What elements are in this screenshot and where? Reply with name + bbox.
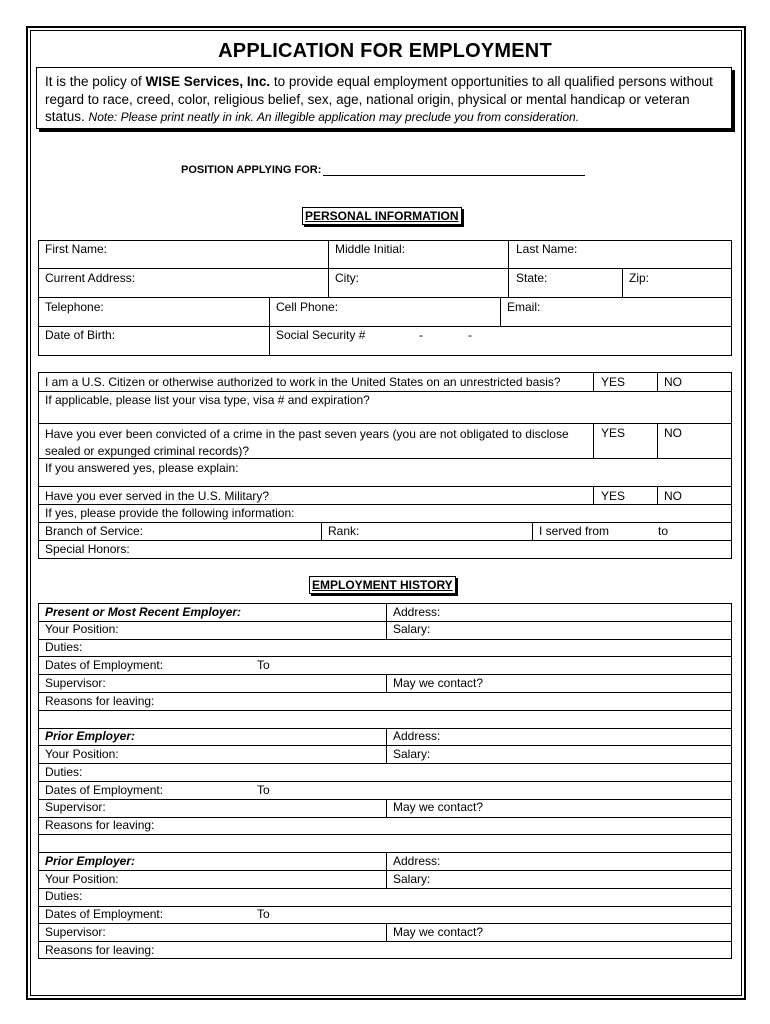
- row-divider: [38, 297, 732, 298]
- zip-field[interactable]: Zip:: [629, 271, 650, 285]
- row-divider: [38, 423, 732, 424]
- row-divider: [38, 674, 732, 675]
- salary-field[interactable]: Salary:: [393, 746, 431, 761]
- reasons-for-leaving-field[interactable]: Reasons for leaving:: [45, 942, 155, 957]
- row-divider: [38, 268, 732, 269]
- col-divider: [508, 240, 509, 297]
- reasons-for-leaving-field[interactable]: Reasons for leaving:: [45, 693, 155, 708]
- military-no-option[interactable]: NO: [664, 489, 682, 503]
- policy-note: Note: Please print neatly in ink. An illegible application may preclude you from consideration.: [88, 110, 580, 124]
- special-honors-field[interactable]: Special Honors:: [45, 542, 130, 556]
- telephone-field[interactable]: Telephone:: [45, 300, 104, 314]
- address-field[interactable]: Address:: [393, 729, 441, 744]
- middle-initial-field[interactable]: Middle Initial:: [335, 242, 406, 256]
- row-divider: [38, 834, 732, 835]
- row-divider: [38, 710, 732, 711]
- row-divider: [38, 326, 732, 327]
- dates-of-employment-field[interactable]: Dates of Employment:: [45, 657, 164, 672]
- ssn-field[interactable]: Social Security #: [276, 328, 366, 342]
- may-contact-field[interactable]: May we contact?: [393, 675, 484, 690]
- dates-to-field[interactable]: To: [257, 782, 270, 797]
- military-info-label: If yes, please provide the following information:: [45, 506, 295, 520]
- row-divider: [38, 745, 732, 746]
- branch-of-service-field[interactable]: Branch of Service:: [45, 524, 144, 538]
- citizen-question: I am a U.S. Citizen or otherwise authorized to work in the United States on an unrestricted basis?: [45, 375, 561, 389]
- email-field[interactable]: Email:: [507, 300, 541, 314]
- ssn-dash: -: [468, 328, 472, 342]
- col-divider: [593, 372, 594, 391]
- col-divider: [386, 621, 387, 639]
- row-divider: [38, 763, 732, 764]
- present-employer-field[interactable]: Present or Most Recent Employer:: [45, 604, 242, 619]
- col-divider: [321, 522, 322, 540]
- row-divider: [38, 504, 732, 505]
- crime-yes-option[interactable]: YES: [601, 426, 626, 440]
- date-of-birth-field[interactable]: Date of Birth:: [45, 328, 116, 342]
- salary-field[interactable]: Salary:: [393, 871, 431, 886]
- crime-no-option[interactable]: NO: [664, 426, 682, 440]
- duties-field[interactable]: Duties:: [45, 889, 83, 904]
- row-divider: [38, 639, 732, 640]
- served-to-field[interactable]: to: [658, 524, 669, 538]
- reasons-for-leaving-field[interactable]: Reasons for leaving:: [45, 818, 155, 833]
- military-question: Have you ever served in the U.S. Military?: [45, 489, 270, 503]
- col-divider: [500, 297, 501, 326]
- last-name-field[interactable]: Last Name:: [516, 242, 578, 256]
- position-label: POSITION APPLYING FOR:: [181, 164, 322, 176]
- dates-of-employment-field[interactable]: Dates of Employment:: [45, 782, 164, 797]
- company-name: WISE Services, Inc.: [145, 74, 271, 89]
- row-divider: [38, 870, 732, 871]
- personal-info-heading: PERSONAL INFORMATION: [302, 207, 462, 225]
- salary-field[interactable]: Salary:: [393, 622, 431, 637]
- city-field[interactable]: City:: [335, 271, 359, 285]
- employment-history-heading: EMPLOYMENT HISTORY: [309, 576, 456, 594]
- col-divider: [386, 923, 387, 941]
- policy-text: to provide equal employment opportunities to all qualified persons without regard to race, creed, color, religious belief, sex, age, national origin, physical or mental handicap or veteran status.: [45, 74, 713, 124]
- state-field[interactable]: State:: [516, 271, 548, 285]
- row-divider: [38, 923, 732, 924]
- col-divider: [386, 603, 387, 621]
- address-field[interactable]: Address:: [393, 853, 441, 868]
- first-name-field[interactable]: First Name:: [45, 242, 108, 256]
- your-position-field[interactable]: Your Position:: [45, 622, 119, 637]
- military-yes-option[interactable]: YES: [601, 489, 626, 503]
- citizen-no-option[interactable]: NO: [664, 375, 682, 389]
- col-divider: [657, 372, 658, 391]
- supervisor-field[interactable]: Supervisor:: [45, 675, 106, 690]
- form-title: APPLICATION FOR EMPLOYMENT: [218, 40, 552, 62]
- row-divider: [38, 799, 732, 800]
- dates-to-field[interactable]: To: [257, 907, 270, 922]
- ssn-dash: -: [419, 328, 423, 342]
- supervisor-field[interactable]: Supervisor:: [45, 924, 106, 939]
- row-divider: [38, 540, 732, 541]
- your-position-field[interactable]: Your Position:: [45, 871, 119, 886]
- dates-of-employment-field[interactable]: Dates of Employment:: [45, 907, 164, 922]
- col-divider: [386, 728, 387, 746]
- col-divider: [386, 870, 387, 888]
- row-divider: [38, 728, 732, 729]
- rank-field[interactable]: Rank:: [328, 524, 360, 538]
- row-divider: [38, 486, 732, 487]
- position-input-line[interactable]: [323, 165, 585, 176]
- col-divider: [328, 240, 329, 297]
- col-divider: [622, 268, 623, 297]
- crime-question: Have you ever been convicted of a crime in the past seven years (you are not obligated to disclose sealed or expunged criminal records)?: [45, 427, 569, 458]
- row-divider: [38, 852, 732, 853]
- may-contact-field[interactable]: May we contact?: [393, 800, 484, 815]
- prior-employer-2-field[interactable]: Prior Employer:: [45, 853, 136, 868]
- personal-info-table: [38, 240, 732, 356]
- citizen-yes-option[interactable]: YES: [601, 375, 626, 389]
- dates-to-field[interactable]: To: [257, 657, 270, 672]
- col-divider: [386, 674, 387, 692]
- col-divider: [593, 423, 594, 458]
- col-divider: [269, 297, 270, 356]
- prior-employer-1-field[interactable]: Prior Employer:: [45, 729, 136, 744]
- visa-field[interactable]: If applicable, please list your visa type, visa # and expiration?: [45, 393, 370, 407]
- your-position-field[interactable]: Your Position:: [45, 746, 119, 761]
- col-divider: [657, 423, 658, 458]
- col-divider: [386, 799, 387, 817]
- row-divider: [38, 391, 732, 392]
- row-divider: [38, 888, 732, 889]
- duties-field[interactable]: Duties:: [45, 640, 83, 655]
- col-divider: [532, 522, 533, 540]
- policy-statement: [36, 67, 732, 129]
- col-divider: [657, 486, 658, 504]
- crime-explain-field[interactable]: If you answered yes, please explain:: [45, 461, 239, 475]
- row-divider: [38, 522, 732, 523]
- col-divider: [593, 486, 594, 504]
- supervisor-field[interactable]: Supervisor:: [45, 800, 106, 815]
- position-applying: [181, 164, 585, 176]
- address-field[interactable]: Address:: [393, 604, 441, 619]
- may-contact-field[interactable]: May we contact?: [393, 924, 484, 939]
- col-divider: [386, 745, 387, 763]
- duties-field[interactable]: Duties:: [45, 764, 83, 779]
- current-address-field[interactable]: Current Address:: [45, 271, 136, 285]
- row-divider: [38, 621, 732, 622]
- col-divider: [386, 852, 387, 870]
- served-from-field[interactable]: I served from: [539, 524, 610, 538]
- cell-phone-field[interactable]: Cell Phone:: [276, 300, 339, 314]
- policy-intro: It is the policy of: [45, 74, 146, 89]
